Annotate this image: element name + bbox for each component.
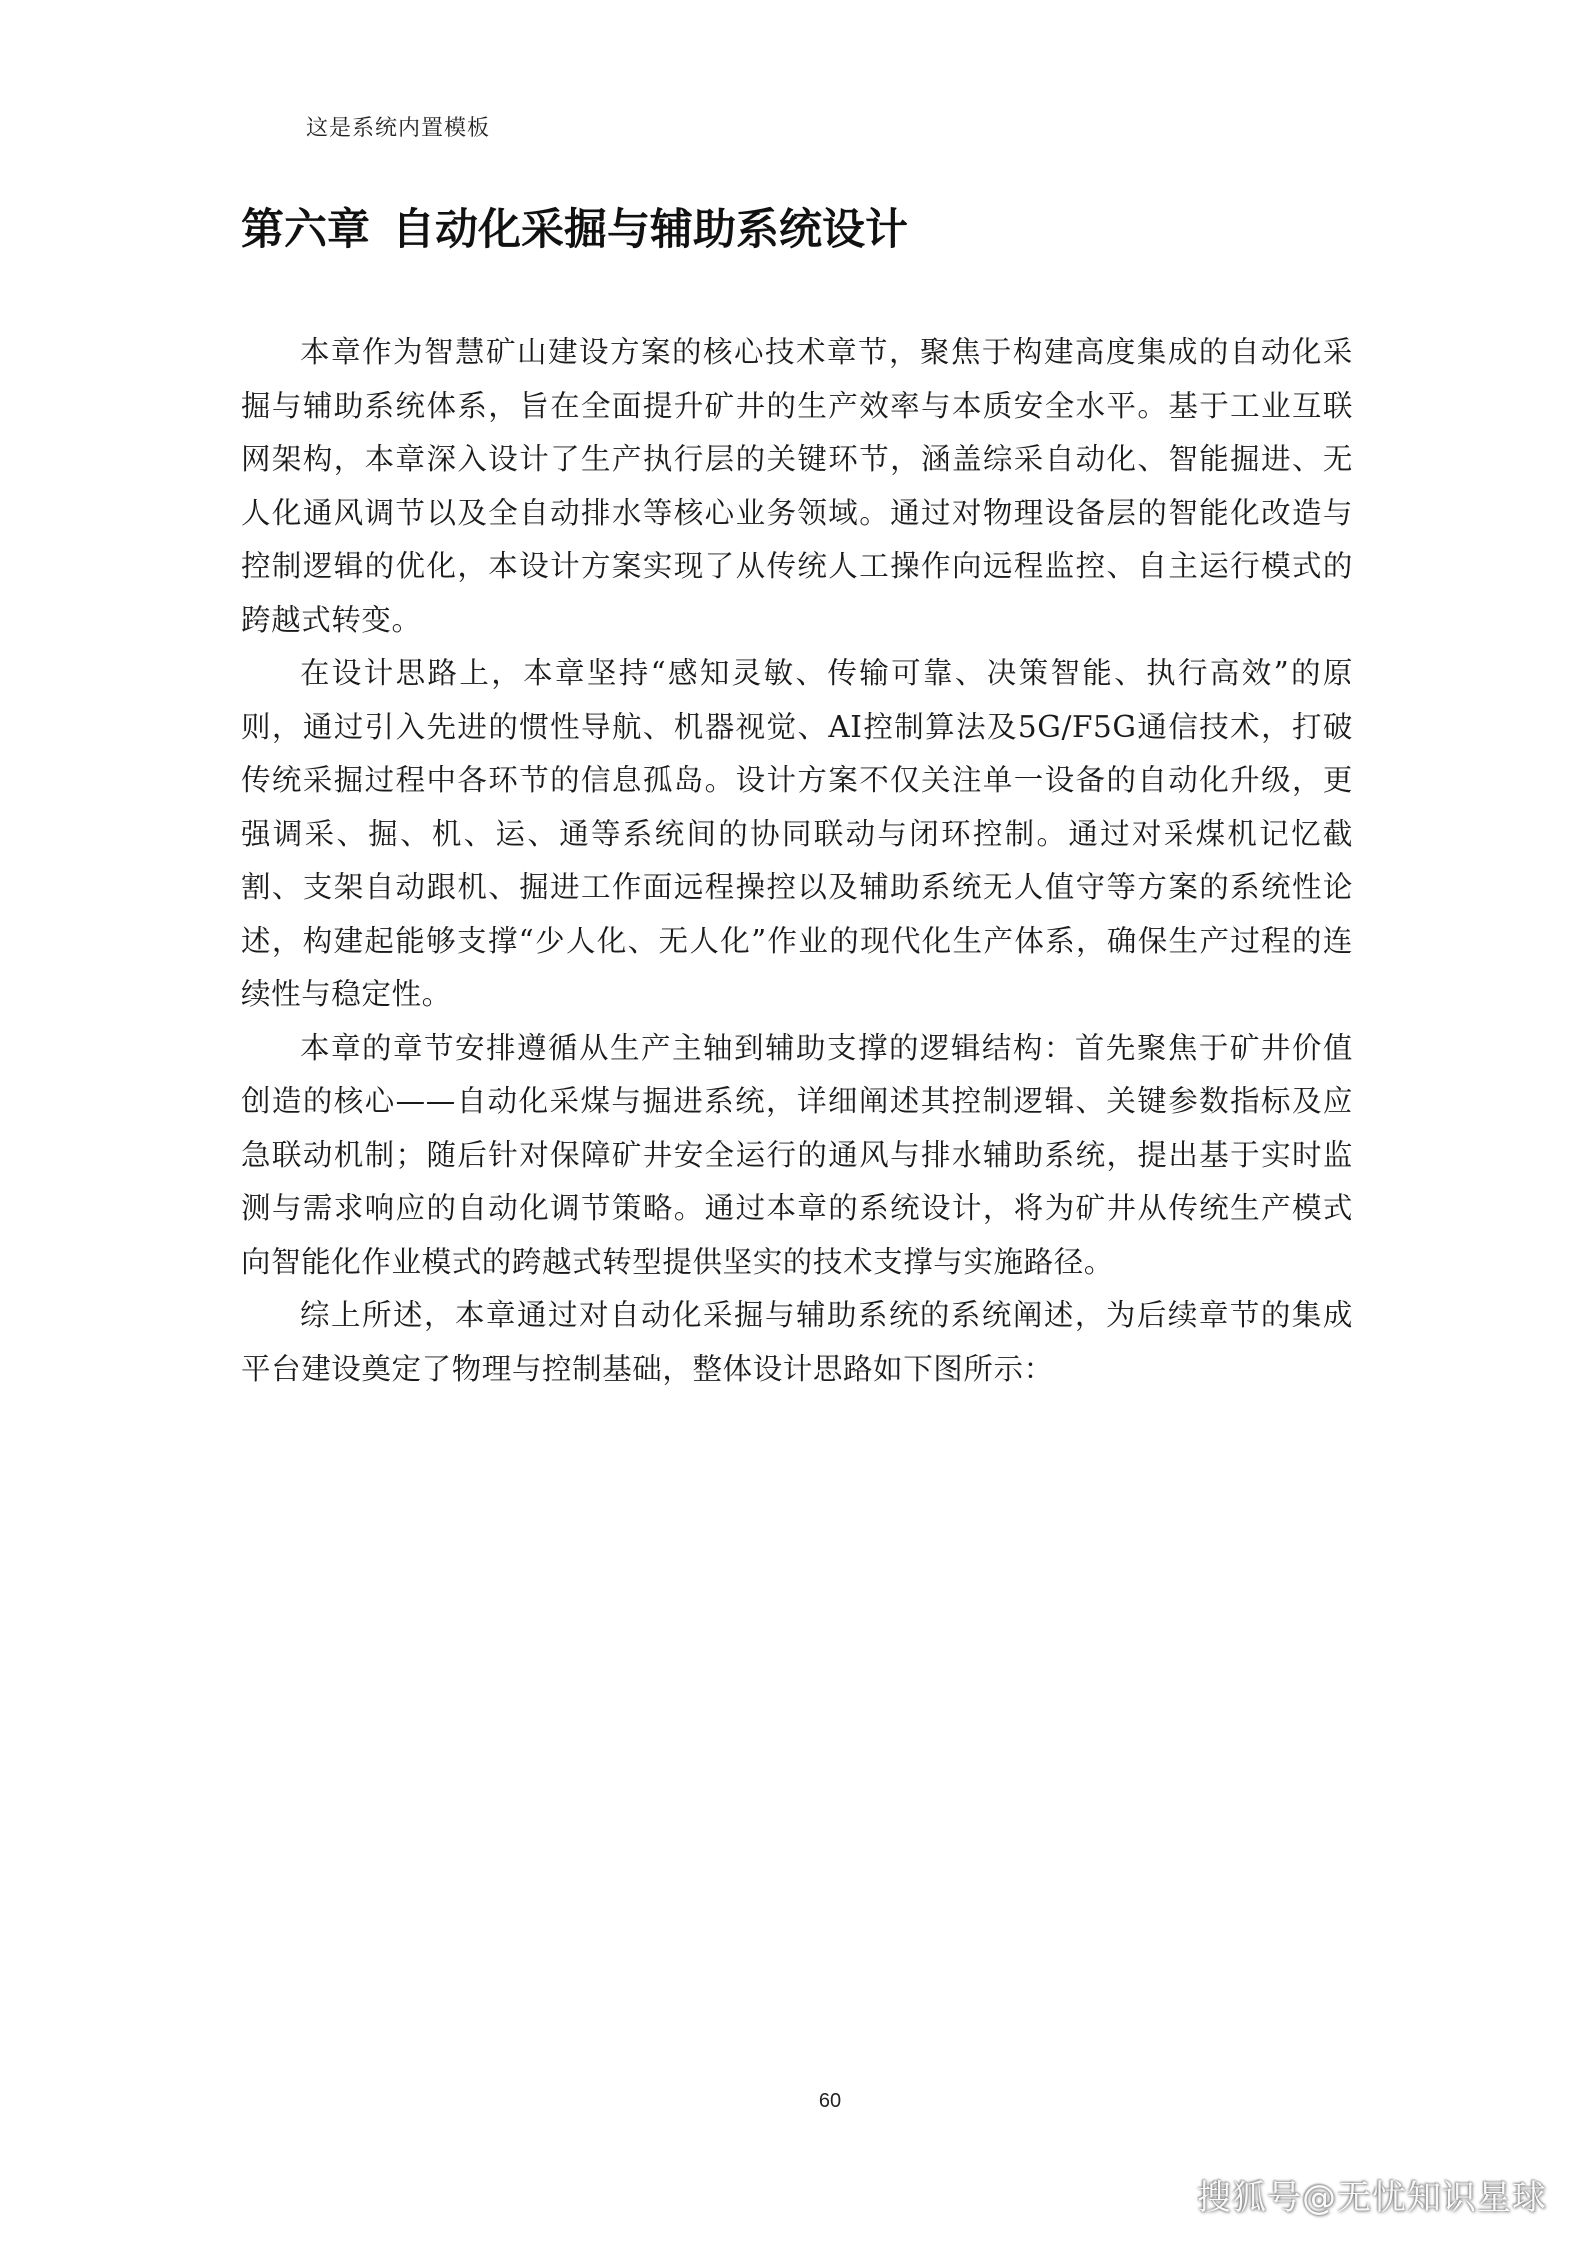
header-note: 这是系统内置模板 xyxy=(306,116,491,141)
paragraph-2: 在设计思路上，本章坚持“感知灵敏、传输可靠、决策智能、执行高效”的原则，通过引入先进的惯性导航、机器视觉、AI控制算法及5G/F5G通信技术，打破传统采掘过程中各环节的信息孤岛。设计方案不仅关注单一设备的自动化升级，更强调采、掘、机、运、通等系统间的协同联动与闭环控制。通过对采煤机记忆截割、支架自动跟机、掘进工作面远程操控以及辅助系统无人值守等方案的系统性论述，构建起能够支撑“少人化、无人化”作业的现代化生产体系，确保生产过程的连续性与稳定性。 xyxy=(241,656,1353,1011)
chapter-title xyxy=(241,200,1351,260)
paragraph-1: 本章作为智慧矿山建设方案的核心技术章节，聚焦于构建高度集成的自动化采掘与辅助系统体系，旨在全面提升矿井的生产效率与本质安全水平。基于工业互联网架构，本章深入设计了生产执行层的关键环节，涵盖综采自动化、智能掘进、无人化通风调节以及全自动排水等核心业务领域。通过对物理设备层的智能化改造与控制逻辑的优化，本设计方案实现了从传统人工操作向远程监控、自主运行模式的跨越式转变。 xyxy=(241,335,1353,637)
paragraph-4: 综上所述，本章通过对自动化采掘与辅助系统的系统阐述，为后续章节的集成平台建设奠定了物理与控制基础，整体设计思路如下图所示： xyxy=(241,1298,1353,1386)
watermark: 搜狐号@无忧知识星球 xyxy=(1197,2178,1547,2218)
page-number: 60 xyxy=(818,2090,842,2112)
chapter-body xyxy=(241,326,1353,1396)
chapter-title-text: 自动化采掘与辅助系统设计 xyxy=(392,205,908,255)
paragraph-3: 本章的章节安排遵循从生产主轴到辅助支撑的逻辑结构：首先聚焦于矿井价值创造的核心——自动化采煤与掘进系统，详细阐述其控制逻辑、关键参数指标及应急联动机制；随后针对保障矿井安全运行的通风与排水辅助系统，提出基于实时监测与需求响应的自动化调节策略。通过本章的系统设计，将为矿井从传统生产模式向智能化作业模式的跨越式转型提供坚实的技术支撑与实施路径。 xyxy=(241,1030,1353,1279)
chapter-number: 第六章 xyxy=(241,205,370,255)
